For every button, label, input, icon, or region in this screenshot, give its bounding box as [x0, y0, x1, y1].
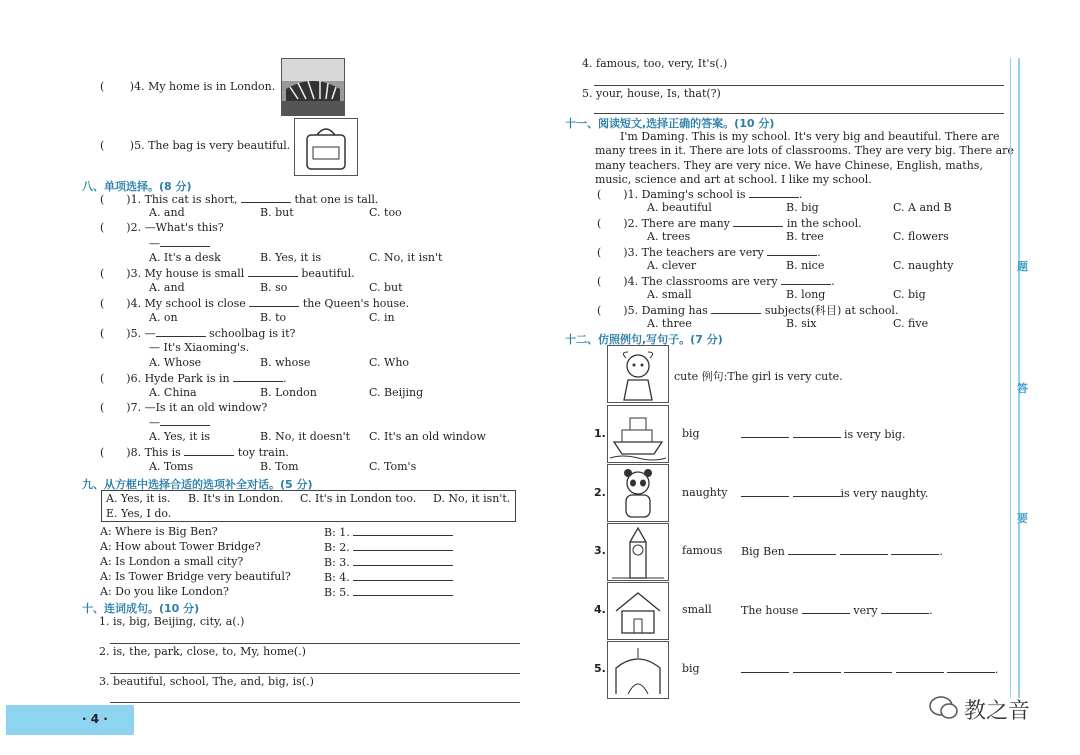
s11-q2-a: A. trees	[647, 230, 691, 243]
s8-q5-c: C. Who	[369, 356, 410, 369]
s8-q2: ( )2. —What's this?	[100, 221, 224, 234]
s8-q5-b: B. whose	[260, 356, 311, 369]
s12-word-5: big	[682, 662, 700, 675]
s8-q6-b: B. London	[260, 386, 317, 399]
s11-q4: ( )4. The classrooms are very .	[597, 275, 835, 288]
s8-q2-c: C. No, it isn't	[369, 251, 443, 264]
s11-q5-a: A. three	[647, 317, 692, 330]
margin-line	[1010, 58, 1011, 698]
s8-q6-a: A. China	[149, 386, 197, 399]
s11-q3: ( )3. The teachers are very .	[597, 246, 821, 259]
s8-q2-blank: —	[149, 236, 210, 250]
s8-q4-b: B. to	[260, 311, 287, 324]
s8-q2-a: A. It's a desk	[149, 251, 221, 264]
s11-q5-b: B. six	[786, 317, 817, 330]
dialog-b3: B: 3.	[324, 555, 453, 569]
answer-line	[594, 113, 1004, 114]
s8-q1-a: A. and	[149, 206, 185, 219]
schoolbag-picture	[294, 118, 358, 176]
wechat-icon	[928, 694, 960, 722]
section-12-title: 十二、仿照例句,写句子。(7 分)	[565, 333, 723, 346]
s8-q3-b: B. so	[260, 281, 288, 294]
s10-item-1: 1. is, big, Beijing, city, a(.)	[99, 615, 245, 628]
s12-word-2: naughty	[682, 486, 728, 499]
stadium-photo	[281, 58, 345, 116]
s11-q4-c: C. big	[893, 288, 926, 301]
margin-line	[1018, 58, 1020, 698]
box-option-c: C. It's in London too.	[300, 492, 417, 505]
passage-line-1: I'm Daming. This is my school. It's very big and beautiful. There are	[620, 130, 1000, 143]
s10-item-5: 5. your, house, Is, that(?)	[582, 87, 721, 100]
panda-picture	[607, 464, 669, 522]
s8-q5-answer: — It's Xiaoming's.	[149, 341, 250, 354]
tf-item-5	[100, 139, 290, 152]
s12-answer-3: Big Ben .	[741, 545, 943, 558]
page-number: · 4 ·	[82, 712, 108, 726]
s8-q1-c: C. too	[369, 206, 402, 219]
s8-q6-c: C. Beijing	[369, 386, 424, 399]
passage-line-4: music, science and art at school. I like my school.	[595, 173, 872, 186]
dialog-a1: A: Where is Big Ben?	[100, 525, 218, 538]
s11-q2-b: B. tree	[786, 230, 824, 243]
section-9-title: 九、从方框中选择合适的选项补全对话。(5 分)	[82, 478, 313, 491]
box-option-b: B. It's in London.	[188, 492, 284, 505]
margin-char-2: 答	[1017, 382, 1028, 395]
s8-q5: ( )5. — schoolbag is it?	[100, 327, 296, 340]
dialog-a4: A: Is Tower Bridge very beautiful?	[100, 570, 291, 583]
s11-q3-a: A. clever	[647, 259, 697, 272]
big-ben-picture	[607, 523, 669, 581]
park-gate-picture	[607, 641, 669, 699]
answer-line	[594, 85, 1004, 86]
paren: (	[100, 80, 105, 93]
s11-q5: ( )5. Daming has subjects(科目) at school.	[597, 304, 899, 317]
s12-word-1: big	[682, 427, 700, 440]
section-10-title: 十、连词成句。(10 分)	[82, 602, 200, 615]
s8-q8: ( )8. This is toy train.	[100, 446, 289, 459]
dialog-b2: B: 2.	[324, 540, 453, 554]
s12-answer-1: is very big.	[741, 427, 905, 441]
dialog-a5: A: Do you like London?	[100, 585, 229, 598]
s8-q2-b: B. Yes, it is	[260, 251, 322, 264]
answer-line	[110, 673, 520, 674]
box-option-a: A. Yes, it is.	[106, 492, 171, 505]
tf-item-4	[100, 80, 275, 93]
dialog-b1: B: 1.	[324, 525, 453, 539]
s12-num-5: 5.	[594, 662, 606, 675]
s8-q4-a: A. on	[149, 311, 178, 324]
s8-q7: ( )7. —Is it an old window?	[100, 401, 268, 414]
s11-q5-c: C. five	[893, 317, 929, 330]
s11-q4-a: A. small	[647, 288, 692, 301]
s8-q3-a: A. and	[149, 281, 185, 294]
s12-answer-5: .	[741, 662, 999, 676]
s8-q7-b: B. No, it doesn't	[260, 430, 351, 443]
section-8-title: 八、单项选择。(8 分)	[82, 180, 192, 193]
example-sentence: cute 例句:The girl is very cute.	[674, 370, 843, 383]
section-11-title: 十一、阅读短文,选择正确的答案。(10 分)	[565, 117, 775, 130]
s8-q7-blank: —	[149, 415, 210, 429]
watermark-text: 教之音	[964, 699, 1031, 724]
s10-item-2: 2. is, the, park, close, to, My, home(.)	[99, 645, 306, 658]
ship-picture	[607, 405, 669, 463]
s8-q4-c: C. in	[369, 311, 395, 324]
s12-num-1: 1.	[594, 427, 606, 440]
s12-answer-2: is very naughty.	[741, 486, 928, 500]
s12-num-3: 3.	[594, 544, 606, 557]
box-option-d: D. No, it isn't.	[433, 492, 511, 505]
paren: (	[100, 139, 105, 152]
s8-q7-c: C. It's an old window	[369, 430, 486, 443]
answer-line	[110, 643, 520, 644]
question-text: )4. My home is in London.	[129, 80, 276, 93]
s8-q8-b: B. Tom	[260, 460, 299, 473]
s11-q2: ( )2. There are many in the school.	[597, 217, 862, 230]
s8-q7-a: A. Yes, it is	[149, 430, 210, 443]
dialog-a3: A: Is London a small city?	[100, 555, 244, 568]
s11-q2-c: C. flowers	[893, 230, 949, 243]
box-option-e: E. Yes, I do.	[106, 507, 172, 520]
question-text: )5. The bag is very beautiful.	[129, 139, 291, 152]
s8-q1: ( )1. This cat is short, that one is tall.	[100, 193, 379, 206]
s10-item-4: 4. famous, too, very, It's(.)	[582, 57, 728, 70]
s11-q1-c: C. A and B	[893, 201, 952, 214]
s8-q8-c: C. Tom's	[369, 460, 417, 473]
margin-char-3: 要	[1017, 512, 1028, 525]
answer-line	[110, 702, 520, 703]
s8-q4: ( )4. My school is close the Queen's house.	[100, 297, 410, 310]
margin-char-1: 题	[1017, 260, 1028, 273]
s11-q4-b: B. long	[786, 288, 826, 301]
s12-word-3: famous	[682, 544, 723, 557]
s11-q3-b: B. nice	[786, 259, 825, 272]
s8-q3: ( )3. My house is small beautiful.	[100, 267, 355, 280]
s11-q3-c: C. naughty	[893, 259, 954, 272]
s11-q1-a: A. beautiful	[647, 201, 712, 214]
s8-q3-c: C. but	[369, 281, 403, 294]
s12-num-4: 4.	[594, 603, 606, 616]
passage-line-3: many teachers. They are very nice. We have Chinese, English, maths,	[595, 159, 983, 172]
s12-num-2: 2.	[594, 486, 606, 499]
s11-q1: ( )1. Daming's school is .	[597, 188, 803, 201]
s10-item-3: 3. beautiful, school, The, and, big, is(.)	[99, 675, 314, 688]
s8-q8-a: A. Toms	[149, 460, 194, 473]
dialog-b4: B: 4.	[324, 570, 453, 584]
s8-q5-a: A. Whose	[149, 356, 202, 369]
s12-answer-4: The house very .	[741, 604, 933, 617]
s11-q1-b: B. big	[786, 201, 819, 214]
page-number-bar	[6, 705, 134, 735]
passage-line-2: many trees in it. There are lots of classrooms. They are very big. There are	[595, 144, 1014, 157]
house-picture	[607, 582, 669, 640]
s8-q1-b: B. but	[260, 206, 294, 219]
s12-word-4: small	[682, 603, 712, 616]
s8-q6: ( )6. Hyde Park is in .	[100, 372, 287, 385]
dialog-b5: B: 5.	[324, 585, 453, 599]
girl-picture	[607, 345, 669, 403]
dialog-a2: A: How about Tower Bridge?	[100, 540, 261, 553]
